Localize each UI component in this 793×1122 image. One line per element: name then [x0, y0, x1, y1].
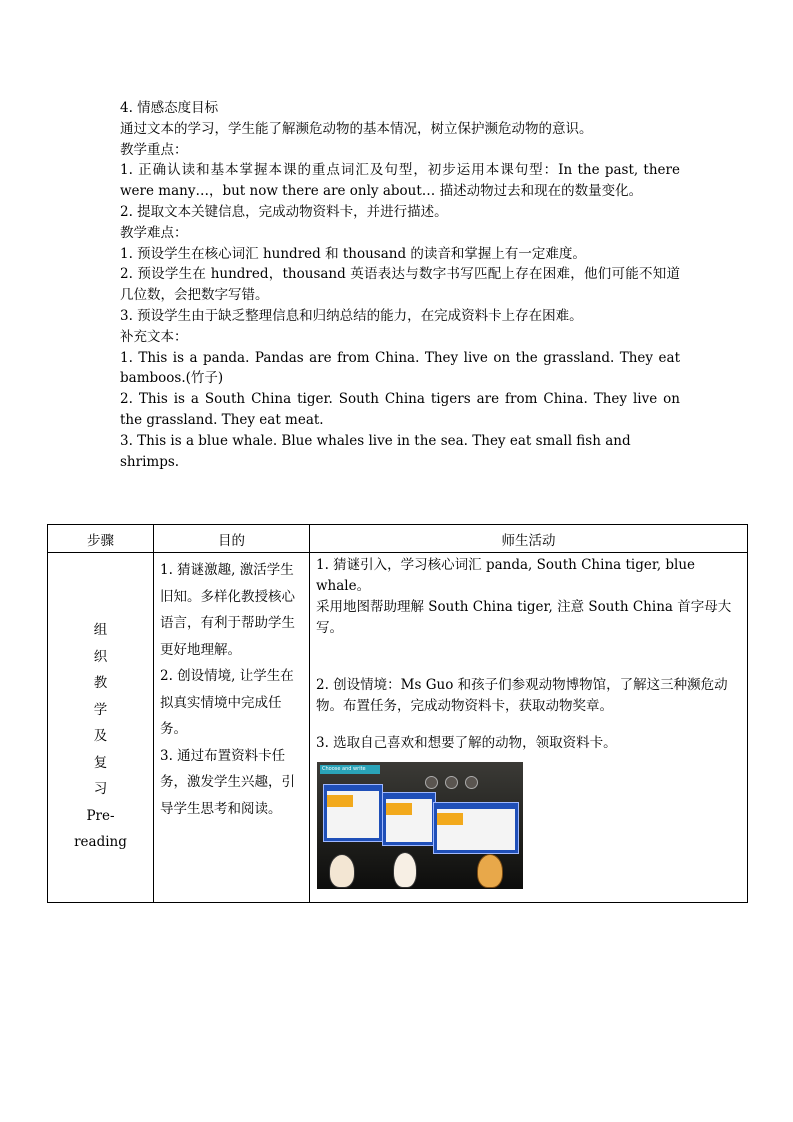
objective-heading: 4. 情感态度目标: [120, 100, 219, 116]
step-english: Pre-: [86, 807, 115, 824]
key-points-heading: 教学重点：: [120, 141, 188, 158]
objective-text: 通过文本的学习，学生能了解濒危动物的基本情况，树立保护濒危动物的意识。: [120, 120, 593, 137]
difficulties-heading: 教学难点：: [120, 224, 188, 241]
goal-3: 3. 通过布置资料卡任务，激发学生兴趣，引导学生思考和阅读。: [160, 747, 295, 817]
difficulty-3: 3. 预设学生由于缺乏整理信息和归纳总结的能力，在完成资料卡上存在困难。: [120, 307, 583, 324]
step-english: reading: [74, 834, 127, 851]
step-char: 学: [93, 701, 108, 718]
medal-icon: [465, 776, 478, 789]
screenshot-title: Choose and write: [320, 765, 380, 774]
step-char: 织: [93, 648, 108, 665]
step-char: 习: [93, 781, 108, 798]
table-header-row: [48, 525, 748, 553]
key-point-2: 2. 提取文本关键信息，完成动物资料卡，并进行描述。: [120, 203, 448, 220]
header-step: 步骤: [48, 525, 154, 553]
activity-3: 3. 选取自己喜欢和想要了解的动物，领取资料卡。: [316, 735, 617, 751]
goal-cell: [154, 553, 310, 903]
medal-icon: [425, 776, 438, 789]
student-character-icon: [329, 854, 355, 888]
supplement-3: 3. This is a blue whale. Blue whales live in the sea. They eat small fish and shrimps.: [120, 432, 631, 470]
header-goal: 目的: [154, 525, 310, 553]
header-activity: 师生活动: [310, 525, 748, 553]
lesson-table: [47, 524, 748, 903]
activity-1: 1. 猜谜引入，学习核心词汇 panda, South China tiger, blue whale。: [316, 557, 696, 594]
info-card: [382, 792, 436, 846]
difficulty-1: 1. 预设学生在核心词汇 hundred 和 thousand 的读音和掌握上有一定难度。: [120, 245, 586, 262]
step-char: 教: [93, 675, 108, 692]
key-point-1: 1. 正确认读和基本掌握本课的重点词汇及句型，初步运用本课句型：In the past, there were many…，but now there are only about… 描述动物过去和现在的数量变化。: [120, 162, 680, 200]
supplement-1: 1. This is a panda. Pandas are from China. They live on the grassland. They eat bamboos.(竹子): [120, 349, 680, 387]
step-char: 复: [93, 754, 108, 771]
info-card: [433, 802, 519, 854]
table-row: [48, 553, 748, 903]
supplement-heading: 补充文本：: [120, 328, 188, 345]
medal-icon: [445, 776, 458, 789]
activity-cell: [310, 553, 748, 903]
step-char: 及: [93, 728, 108, 745]
student-character-icon: [477, 854, 503, 888]
step-cell: [48, 553, 154, 903]
activity-2: 2. 创设情境：Ms Guo 和孩子们参观动物博物馆，了解这三种濒危动物。布置任务，完成动物资料卡，获取动物奖章。: [316, 677, 728, 714]
student-character-icon: [393, 852, 417, 888]
difficulty-2: 2. 预设学生在 hundred，thousand 英语表达与数字书写匹配上存在困难，他们可能不知道几位数，会把数字写错。: [120, 266, 680, 304]
goal-2: 2. 创设情境, 让学生在拟真实情境中完成任务。: [160, 668, 294, 737]
goal-1: 1. 猜谜激趣, 激活学生旧知。多样化教授核心语言，有利于帮助学生更好地理解。: [160, 562, 295, 658]
activity-1-note: 采用地图帮助理解 South China tiger, 注意 South China 首字母大写。: [316, 599, 732, 636]
lesson-screenshot-image: [317, 762, 523, 889]
step-char: 组: [93, 622, 108, 639]
info-card: [323, 784, 383, 842]
intro-text: [120, 98, 680, 472]
supplement-2: 2. This is a South China tiger. South China tigers are from China. They live on the grassland. They eat meat.: [120, 391, 680, 428]
